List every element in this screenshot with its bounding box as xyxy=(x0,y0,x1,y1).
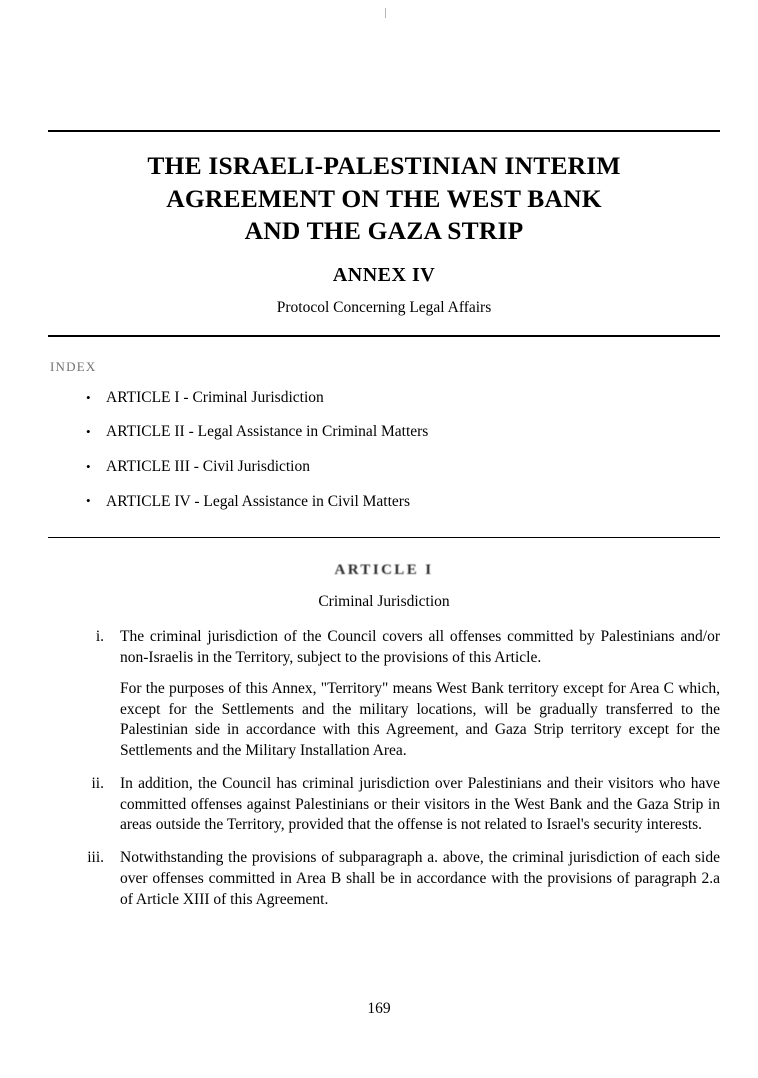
page-content xyxy=(48,130,720,922)
document-subtitle: Protocol Concerning Legal Affairs xyxy=(276,298,492,316)
document-title xyxy=(86,150,682,248)
document-title-line-1: THE ISRAELI-PALESTINIAN INTERIM xyxy=(147,151,621,180)
clause-paragraph: For the purposes of this Annex, "Territory" means West Bank territory except for Area C which, except for the Settlements and the military locations, will be gradually transferred to the Palestinian side in accordance with this Agreement, and Gaza Strip territory except for the Settlements and the Military Installation Area. xyxy=(120,679,720,760)
bullet-icon: • xyxy=(86,389,91,405)
clause-item xyxy=(48,627,720,762)
index-heading: INDEX xyxy=(50,358,97,374)
clause-marker: ii. xyxy=(91,774,104,792)
list-item[interactable] xyxy=(48,458,720,477)
clause-item xyxy=(48,848,720,910)
bullet-icon: • xyxy=(86,458,91,474)
title-block xyxy=(48,132,720,335)
page-number: 169 xyxy=(367,1000,391,1017)
bullet-icon: • xyxy=(86,424,91,440)
document-title-line-2: AGREEMENT ON THE WEST BANK xyxy=(166,183,602,213)
index-item-label: ARTICLE III - Civil Jurisdiction xyxy=(106,458,310,476)
index-item-label: ARTICLE I - Criminal Jurisdiction xyxy=(106,388,324,406)
list-item[interactable] xyxy=(48,389,720,408)
article-heading: ARTICLE I xyxy=(334,562,434,579)
clause-paragraph: In addition, the Council has criminal jurisdiction over Palestinians and their visitors who have committed offenses against Palestinians or their visitors in the West Bank and the Gaza Strip in areas outside the Territory, provided that the offense is not related to Israel's security interests. xyxy=(120,774,720,834)
list-item[interactable] xyxy=(48,493,720,512)
article-subheading: Criminal Jurisdiction xyxy=(318,593,450,611)
index-item-label: ARTICLE IV - Legal Assistance in Civil Matters xyxy=(106,492,410,510)
clause-list xyxy=(48,627,720,910)
clause-marker: iii. xyxy=(87,849,104,867)
page-crop-mark xyxy=(385,8,386,18)
article-section xyxy=(48,538,720,910)
annex-title: ANNEX IV xyxy=(332,263,436,286)
clause-paragraph: The criminal jurisdiction of the Council covers all offenses committed by Palestinians and/or non-Israelis in the Territory, subject to the provisions of this Article. xyxy=(120,628,720,667)
list-item[interactable] xyxy=(48,423,720,442)
clause-item xyxy=(48,774,720,836)
bullet-icon: • xyxy=(86,493,91,509)
clause-paragraph: Notwithstanding the provisions of subparagraph a. above, the criminal jurisdiction of each side over offenses committed in Area B shall be in accordance with the provisions of paragraph 2.a of Article XIII of this Agreement. xyxy=(120,849,720,908)
index-item-label: ARTICLE II - Legal Assistance in Criminal Matters xyxy=(106,423,429,441)
index-section xyxy=(48,337,720,537)
clause-marker: i. xyxy=(95,628,104,646)
index-list xyxy=(48,389,720,511)
document-title-line-3: AND THE GAZA STRIP xyxy=(244,216,524,246)
